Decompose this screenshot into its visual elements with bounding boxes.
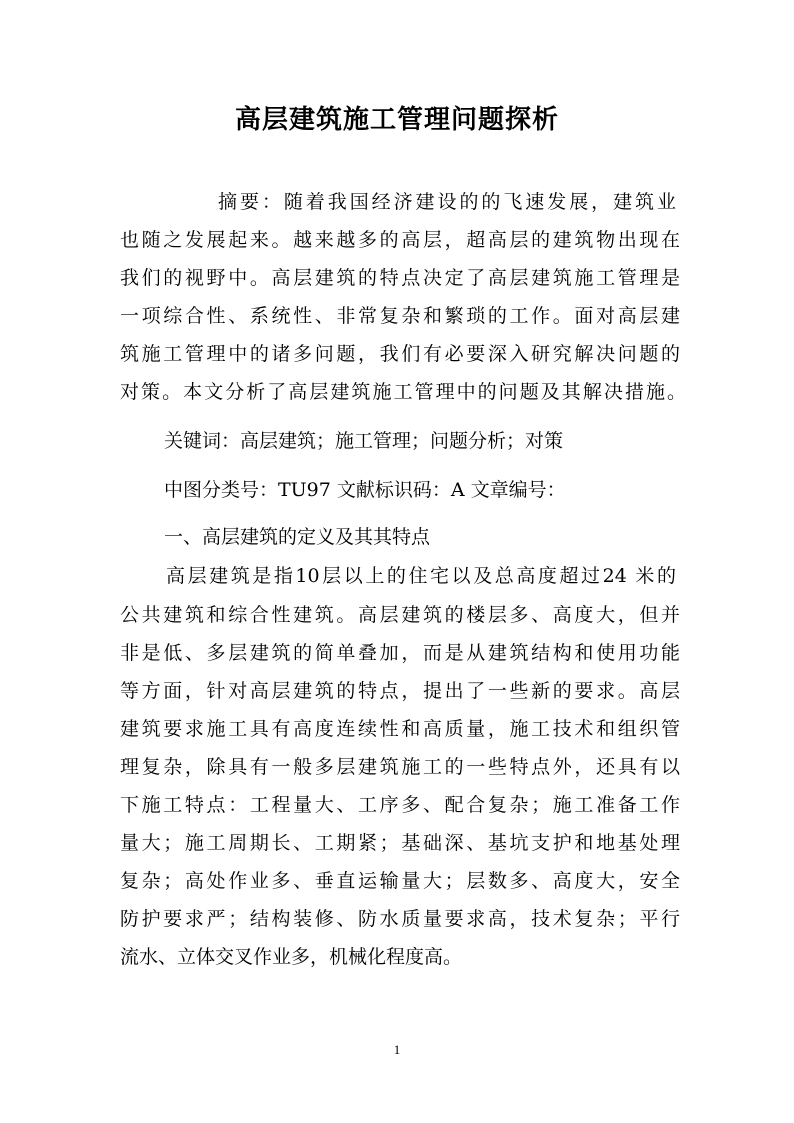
body-line-4: 等方面，针对高层建筑的特点，提出了一些新的要求。高层 bbox=[120, 680, 680, 702]
page-number: 1 bbox=[393, 1042, 401, 1057]
classification-line: 中图分类号：TU97 文献标识码：A 文章编号： bbox=[164, 479, 566, 501]
abstract-line-4: 一项综合性、系统性、非常复杂和繁琐的工作。面对高层建 bbox=[120, 305, 680, 327]
abstract-line-3: 我们的视野中。高层建筑的特点决定了高层建筑施工管理是 bbox=[120, 267, 680, 289]
body-line-1: 高层建筑是指10层以上的住宅以及总高度超过24 米的 bbox=[166, 565, 676, 587]
body-line-7: 下施工特点：工程量大、工序多、配合复杂；施工准备工作 bbox=[120, 794, 680, 816]
body-line-11: 流水、立体交叉作业多，机械化程度高。 bbox=[120, 946, 463, 968]
body-line-2: 公共建筑和综合性建筑。高层建筑的楼层多、高度大，但并 bbox=[120, 604, 680, 626]
abstract-line-1: 摘要：随着我国经济建设的的飞速发展，建筑业 bbox=[218, 191, 676, 213]
keywords-line: 关键词：高层建筑；施工管理；问题分析；对策 bbox=[164, 430, 564, 452]
body-line-10: 防护要求严；结构装修、防水质量要求高，技术复杂；平行 bbox=[120, 908, 680, 930]
section-heading: 一、高层建筑的定义及其其特点 bbox=[164, 526, 431, 548]
abstract-line-2: 也随之发展起来。越来越多的高层，超高层的建筑物出现在 bbox=[120, 229, 680, 251]
body-line-6: 理复杂，除具有一般多层建筑施工的一些特点外，还具有以 bbox=[120, 756, 680, 778]
abstract-line-5: 筑施工管理中的诸多问题，我们有必要深入研究解决问题的 bbox=[120, 343, 680, 365]
body-line-3: 非是低、多层建筑的简单叠加，而是从建筑结构和使用功能 bbox=[120, 642, 680, 664]
body-line-9: 复杂；高处作业多、垂直运输量大；层数多、高度大，安全 bbox=[120, 870, 680, 892]
document-title: 高层建筑施工管理问题探析 bbox=[234, 105, 559, 135]
body-line-5: 建筑要求施工具有高度连续性和高质量，施工技术和组织管 bbox=[120, 718, 680, 740]
abstract-line-6: 对策。本文分析了高层建筑施工管理中的问题及其解决措施。 bbox=[120, 381, 686, 403]
body-line-8: 量大；施工周期长、工期紧；基础深、基坑支护和地基处理 bbox=[120, 832, 680, 854]
